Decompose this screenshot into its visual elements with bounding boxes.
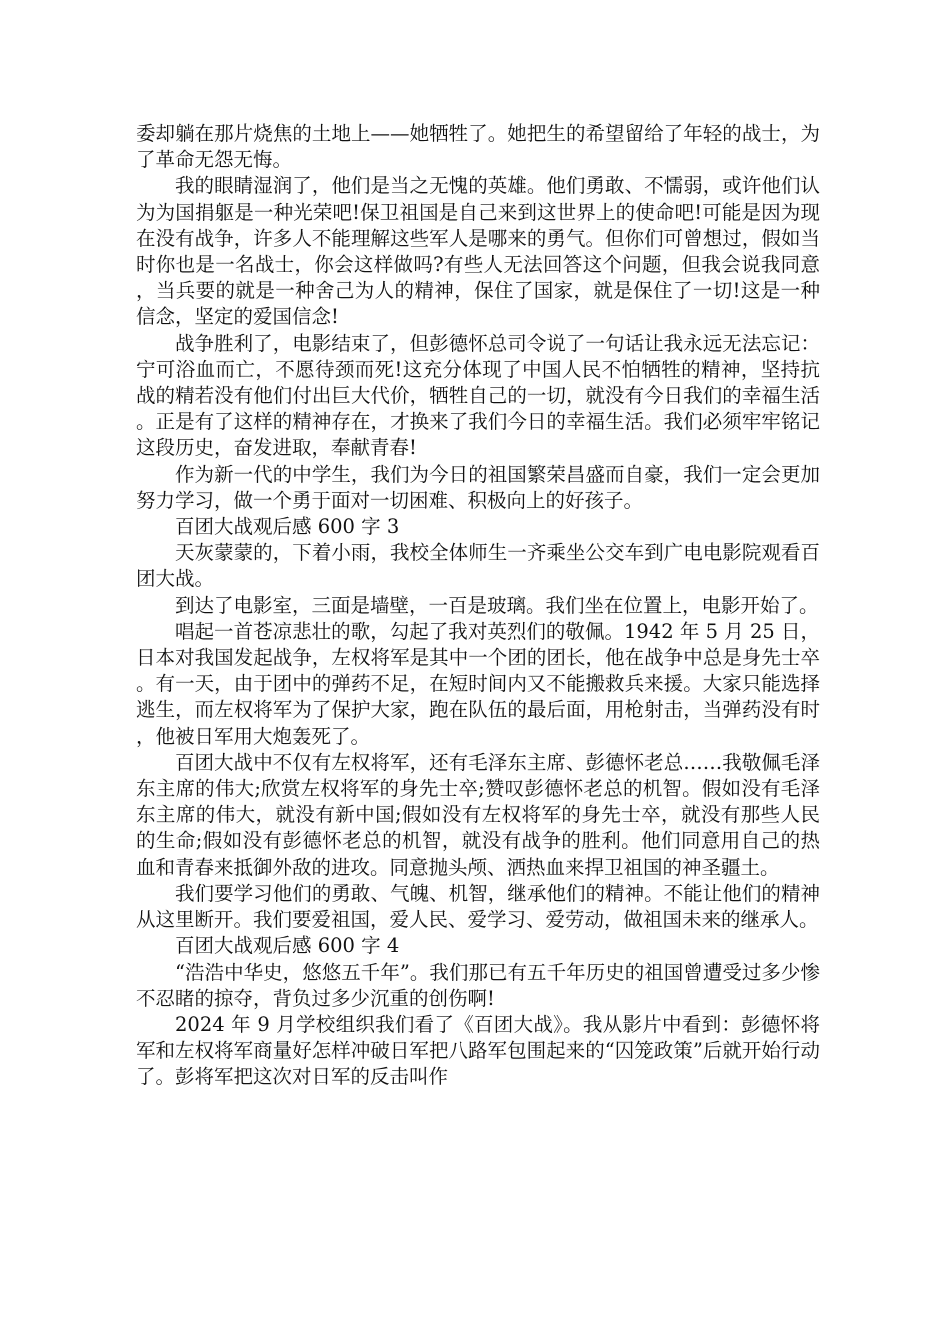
document-page	[136, 121, 820, 1091]
paragraph: 作为新一代的中学生，我们为今日的祖国繁荣昌盛而自豪，我们一定会更加努力学习，做一个勇于面对一切困难、积极向上的好孩子。	[136, 462, 820, 512]
paragraph: 唱起一首苍凉悲壮的歌，勾起了我对英烈们的敬佩。1942 年 5 月 25 日，日本对我国发起战争，左权将军是其中一个团的团长，他在战争中总是身先士卒。有一天，由于团中的弹药不足，在短时间内又不能搬救兵来援。大家只能选择逃生，而左权将军为了保护大家，跑在队伍的最后面，用枪射击，当弹药没有时，他被日军用大炮轰死了。	[136, 619, 820, 748]
paragraph: 2024 年 9 月学校组织我们看了《百团大战》。我从影片中看到：彭德怀将军和左权将军商量好怎样冲破日军把八路军包围起来的“囚笼政策”后就开始行动了。彭将军把这次对日军的反击叫作	[136, 1012, 820, 1089]
paragraph: 天灰蒙蒙的，下着小雨，我校全体师生一齐乘坐公交车到广电电影院观看百团大战。	[136, 541, 820, 591]
paragraph: 战争胜利了，电影结束了，但彭德怀总司令说了一句话让我永远无法忘记：宁可浴血而亡，不愿待颈而死!这充分体现了中国人民不怕牺牲的精神，坚持抗战的精若没有他们付出巨大代价，牺牲自己的一切，就没有今日我们的幸福生活。正是有了这样的精神存在，才换来了我们今日的幸福生活。我们必须牢牢铭记这段历史，奋发进取，奉献青春!	[136, 331, 820, 460]
paragraph: 委却躺在那片烧焦的土地上——她牺牲了。她把生的希望留给了年轻的战士，为了革命无怨无悔。	[136, 122, 820, 172]
paragraph: 我的眼睛湿润了，他们是当之无愧的英雄。他们勇敢、不懦弱，或许他们认为为国捐躯是一种光荣吧!保卫祖国是自己来到这世界上的使命吧!可能是因为现在没有战争，许多人不能理解这些军人是哪来的勇气。但你们可曾想过，假如当时你也是一名战士，你会这样做吗?有些人无法回答这个问题，但我会说我同意，当兵要的就是一种舍己为人的精神，保住了国家，就是保住了一切!这是一种信念，坚定的爱国信念!	[136, 174, 820, 329]
paragraph: “浩浩中华史，悠悠五千年”。我们那已有五千年历史的祖国曾遭受过多少惨不忍睹的掠夺，背负过多少沉重的创伤啊!	[136, 960, 820, 1010]
paragraph: 我们要学习他们的勇敢、气魄、机智，继承他们的精神。不能让他们的精神从这里断开。我们要爱祖国，爱人民、爱学习、爱劳动，做祖国未来的继承人。	[136, 881, 820, 932]
paragraph: 到达了电影室，三面是墙壁，一百是玻璃。我们坐在位置上，电影开始了。	[175, 593, 819, 617]
section-heading: 百团大战观后感 600 字 4	[175, 934, 400, 958]
paragraph: 百团大战中不仅有左权将军，还有毛泽东主席、彭德怀老总……我敬佩毛泽东主席的伟大;欣赏左权将军的身先士卒;赞叹彭德怀老总的机智。假如没有毛泽东主席的伟大，就没有新中国;假如没有左权将军的身先士卒，就没有那些人民的生命;假如没有彭德怀老总的机智，就没有战争的胜利。他们同意用自己的热血和青春来抵御外敌的进攻。同意抛头颅、洒热血来捍卫祖国的神圣疆土。	[136, 750, 820, 879]
section-heading: 百团大战观后感 600 字 3	[175, 515, 400, 539]
